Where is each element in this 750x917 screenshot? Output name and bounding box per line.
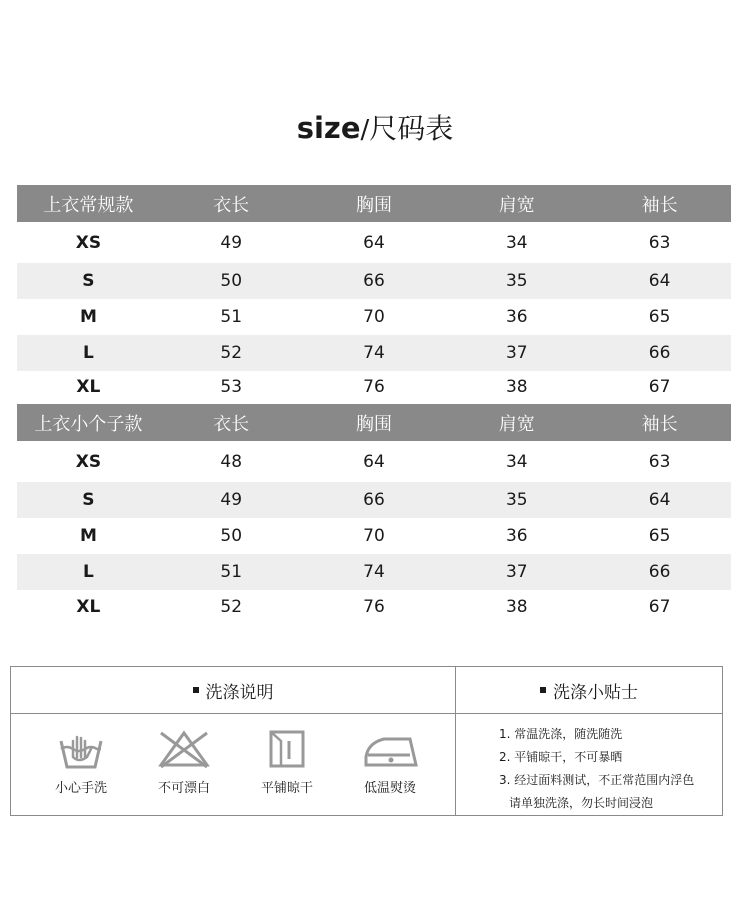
header-cell: 肩宽 bbox=[498, 413, 535, 435]
size-cell: L bbox=[82, 562, 94, 582]
table-cell: 64 bbox=[648, 271, 671, 291]
table-cell: 66 bbox=[363, 271, 385, 291]
tip-item: 请单独洗涤，勿长时间浸泡 bbox=[509, 796, 654, 810]
table-cell: 66 bbox=[648, 562, 671, 582]
table-cell: 51 bbox=[220, 562, 243, 582]
table-cell: 52 bbox=[220, 597, 243, 617]
table-cell: 34 bbox=[505, 451, 528, 472]
bullet-square-icon bbox=[540, 687, 546, 693]
care-label: 小心手洗 bbox=[54, 781, 107, 796]
page-title bbox=[0, 108, 750, 150]
table-cell: 76 bbox=[363, 597, 385, 617]
table-cell: 50 bbox=[220, 271, 243, 291]
table-cell: 36 bbox=[505, 526, 528, 546]
table-cell: 37 bbox=[505, 562, 528, 582]
title-sub: 尺码表 bbox=[369, 112, 454, 145]
size-cell: L bbox=[82, 343, 94, 363]
table-cell: 52 bbox=[220, 343, 243, 363]
table-cell: 76 bbox=[363, 376, 385, 397]
size-table-regular bbox=[17, 185, 731, 402]
tip-item: 3. 经过面料测试，不正常范围内浮色 bbox=[499, 773, 695, 787]
hand-wash-icon bbox=[57, 727, 105, 771]
size-cell: XL bbox=[76, 376, 101, 397]
header-cell: 胸围 bbox=[355, 413, 392, 435]
title-slash: / bbox=[360, 115, 370, 145]
header-cell: 上衣常规款 bbox=[43, 194, 134, 216]
table-cell: 51 bbox=[220, 307, 243, 327]
care-label: 不可漂白 bbox=[157, 781, 210, 796]
divider bbox=[11, 713, 722, 714]
dry-flat-icon bbox=[265, 727, 309, 771]
table-cell: 70 bbox=[363, 526, 385, 546]
care-label: 低温熨烫 bbox=[363, 781, 416, 796]
table-cell: 36 bbox=[505, 307, 528, 327]
table-cell: 48 bbox=[220, 451, 243, 472]
wash-tips-heading bbox=[456, 667, 722, 713]
table-cell: 34 bbox=[505, 232, 528, 253]
table-row bbox=[17, 518, 731, 554]
table-row bbox=[17, 482, 731, 518]
table-row bbox=[17, 371, 731, 402]
table-row bbox=[17, 222, 731, 263]
size-cell: XS bbox=[75, 451, 102, 472]
care-item bbox=[338, 727, 442, 796]
care-item bbox=[132, 727, 236, 796]
wash-tips-list bbox=[499, 723, 694, 815]
table-cell: 37 bbox=[505, 343, 528, 363]
table-cell: 35 bbox=[505, 271, 528, 291]
table-cell: 70 bbox=[363, 307, 385, 327]
table-row bbox=[17, 554, 731, 590]
low-iron-icon bbox=[358, 727, 422, 771]
care-item bbox=[235, 727, 339, 796]
table-cell: 66 bbox=[363, 490, 385, 510]
care-label: 平铺晾干 bbox=[260, 781, 313, 796]
table-cell: 64 bbox=[363, 232, 385, 253]
tip-item: 2. 平铺晾干，不可暴晒 bbox=[499, 750, 623, 764]
table-row bbox=[17, 590, 731, 624]
size-cell: S bbox=[82, 490, 95, 510]
table-cell: 66 bbox=[648, 343, 671, 363]
header-cell: 上衣小个子款 bbox=[34, 413, 143, 435]
tip-item: 1. 常温洗涤，随洗随洗 bbox=[499, 727, 623, 741]
table-cell: 35 bbox=[505, 490, 528, 510]
header-cell: 胸围 bbox=[355, 194, 392, 216]
size-cell: XL bbox=[76, 597, 101, 617]
table-cell: 64 bbox=[363, 451, 385, 472]
header-cell: 袖长 bbox=[641, 413, 678, 435]
table-row bbox=[17, 299, 731, 335]
table-cell: 64 bbox=[648, 490, 671, 510]
table-cell: 38 bbox=[505, 597, 528, 617]
tips-title: 洗涤小贴士 bbox=[553, 682, 638, 703]
header-cell: 衣长 bbox=[213, 413, 250, 435]
header-cell: 肩宽 bbox=[498, 194, 535, 216]
table-cell: 74 bbox=[363, 343, 385, 363]
care-panel bbox=[10, 666, 723, 816]
header-cell: 衣长 bbox=[213, 194, 250, 216]
table-cell: 50 bbox=[220, 526, 243, 546]
table-row bbox=[17, 335, 731, 371]
wash-instructions-heading bbox=[11, 667, 455, 713]
size-cell: M bbox=[79, 526, 97, 546]
table-cell: 63 bbox=[648, 232, 671, 253]
bullet-square-icon bbox=[193, 687, 199, 693]
table-cell: 49 bbox=[220, 232, 243, 253]
no-bleach-icon bbox=[155, 727, 213, 771]
table-cell: 38 bbox=[505, 376, 528, 397]
table-row bbox=[17, 263, 731, 299]
table-header bbox=[17, 185, 731, 222]
size-cell: S bbox=[82, 271, 95, 291]
size-cell: XS bbox=[75, 232, 102, 253]
table-cell: 67 bbox=[648, 376, 671, 397]
header-cell: 袖长 bbox=[641, 194, 678, 216]
care-item bbox=[29, 727, 133, 796]
table-header bbox=[17, 404, 731, 441]
table-cell: 74 bbox=[363, 562, 385, 582]
table-cell: 65 bbox=[648, 307, 671, 327]
title-size: size bbox=[296, 111, 361, 145]
table-row bbox=[17, 441, 731, 482]
wash-title: 洗涤说明 bbox=[205, 682, 274, 703]
size-table-petite bbox=[17, 404, 731, 624]
size-cell: M bbox=[79, 307, 97, 327]
table-cell: 63 bbox=[648, 451, 671, 472]
table-cell: 67 bbox=[648, 597, 671, 617]
table-cell: 65 bbox=[648, 526, 671, 546]
table-cell: 49 bbox=[220, 490, 243, 510]
table-cell: 53 bbox=[220, 376, 243, 397]
